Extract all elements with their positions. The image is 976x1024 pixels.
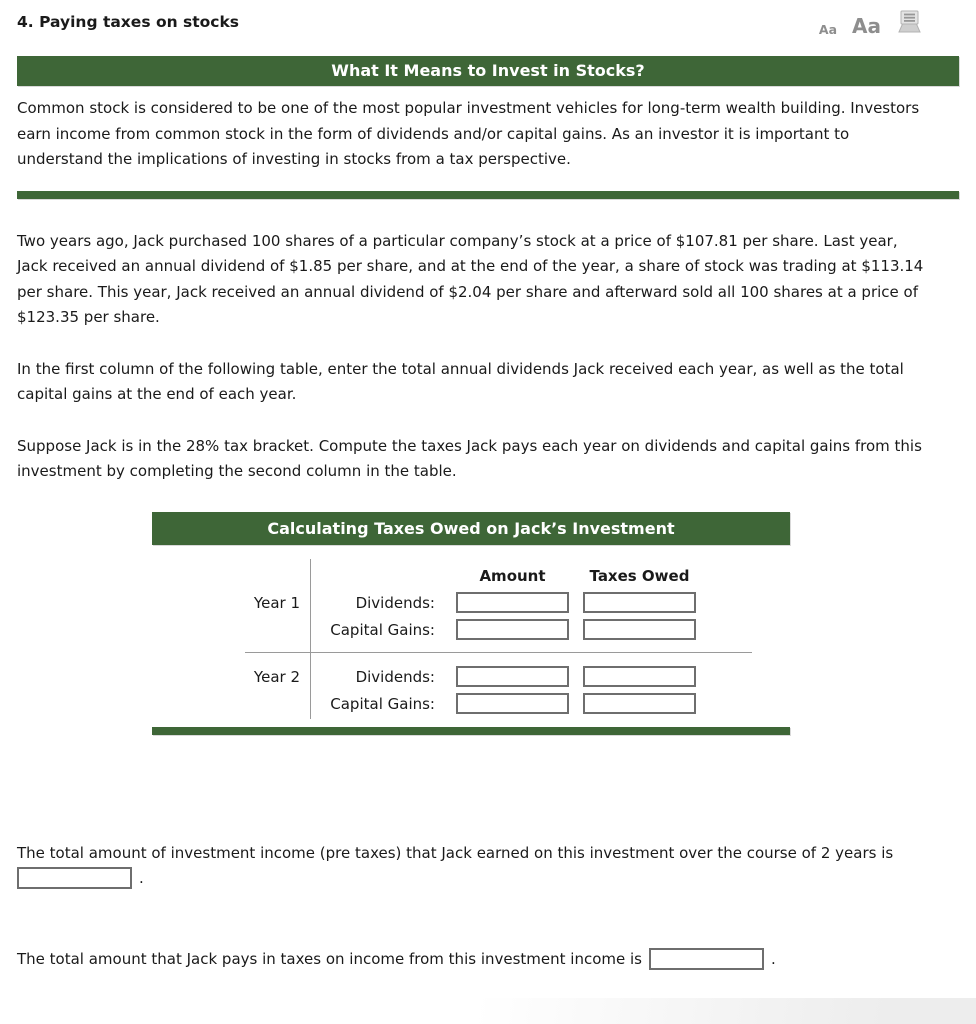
total-taxes-question-text: The total amount that Jack pays in taxes on income from this investment income is bbox=[17, 949, 642, 968]
total-income-question bbox=[17, 841, 966, 890]
year1-capital-gains-taxes-input[interactable] bbox=[583, 619, 696, 640]
printer-icon bbox=[896, 10, 923, 33]
year2-capital-gains-amount-input[interactable] bbox=[456, 693, 569, 714]
total-income-input[interactable] bbox=[17, 867, 132, 889]
year2-dividends-taxes-input[interactable] bbox=[583, 666, 696, 687]
table-bottom-divider bbox=[152, 727, 790, 735]
total-income-question-text: The total amount of investment income (pre taxes) that Jack earned on this investment over the course of 2 years is bbox=[17, 843, 894, 862]
year2-capital-gains-taxes-input[interactable] bbox=[583, 693, 696, 714]
year1-dividends-amount-input[interactable] bbox=[456, 592, 569, 613]
column-header-taxes-owed: Taxes Owed bbox=[589, 566, 690, 585]
year2-capital-gains-label: Capital Gains: bbox=[330, 694, 435, 713]
scenario-paragraph: Two years ago, Jack purchased 100 shares of a particular company’s stock at a price of $107.81 per share. Last year, Jack received an annual dividend of $1.85 per share, and at the end of the year, a share of stock was trading at $113.14 per share. This year, Jack received an annual dividend of $2.04 per share and afterward sold all 100 shares at a price of $123.35 per share. bbox=[17, 231, 924, 327]
font-size-small-button[interactable]: Aa bbox=[818, 21, 838, 37]
table-vertical-divider bbox=[310, 559, 311, 719]
taxes-table bbox=[152, 557, 790, 723]
table-instruction-paragraph: In the first column of the following table, enter the total annual dividends Jack received each year, as well as the total capital gains at the end of each year. bbox=[17, 359, 904, 404]
year-1-label: Year 1 bbox=[253, 593, 300, 612]
total-income-answer-line bbox=[17, 866, 966, 890]
page-controls bbox=[818, 10, 923, 39]
intro-banner: What It Means to Invest in Stocks? bbox=[17, 56, 959, 86]
year-2-label: Year 2 bbox=[253, 667, 300, 686]
year2-dividends-amount-input[interactable] bbox=[456, 666, 569, 687]
intro-paragraph: Common stock is considered to be one of the most popular investment vehicles for long-term wealth building. Investors earn income from common stock in the form of dividends and/or capital gains. As an investor it is important to understand the implications of investing in stocks from a tax perspective. bbox=[17, 99, 920, 169]
section-divider-top bbox=[17, 191, 959, 199]
year1-dividends-label: Dividends: bbox=[355, 593, 435, 612]
table-banner: Calculating Taxes Owed on Jack’s Investment bbox=[152, 512, 790, 545]
topbar bbox=[0, 0, 976, 39]
year1-capital-gains-label: Capital Gains: bbox=[330, 620, 435, 639]
column-header-amount: Amount bbox=[479, 566, 546, 585]
total-taxes-input[interactable] bbox=[649, 948, 764, 970]
year1-capital-gains-amount-input[interactable] bbox=[456, 619, 569, 640]
page-corner-shade bbox=[366, 998, 976, 1024]
total-taxes-period: . bbox=[770, 949, 776, 968]
page-title: 4. Paying taxes on stocks bbox=[17, 13, 240, 31]
year1-dividends-taxes-input[interactable] bbox=[583, 592, 696, 613]
total-income-period: . bbox=[139, 868, 144, 887]
table-row-divider bbox=[245, 652, 752, 653]
tax-instruction-paragraph: Suppose Jack is in the 28% tax bracket. Compute the taxes Jack pays each year on dividends and capital gains from this investment by completing the second column in the table. bbox=[17, 436, 922, 481]
year2-dividends-label: Dividends: bbox=[355, 667, 435, 686]
font-size-large-button[interactable]: Aa bbox=[852, 14, 881, 39]
total-taxes-question bbox=[17, 947, 976, 971]
print-button[interactable] bbox=[896, 10, 923, 36]
